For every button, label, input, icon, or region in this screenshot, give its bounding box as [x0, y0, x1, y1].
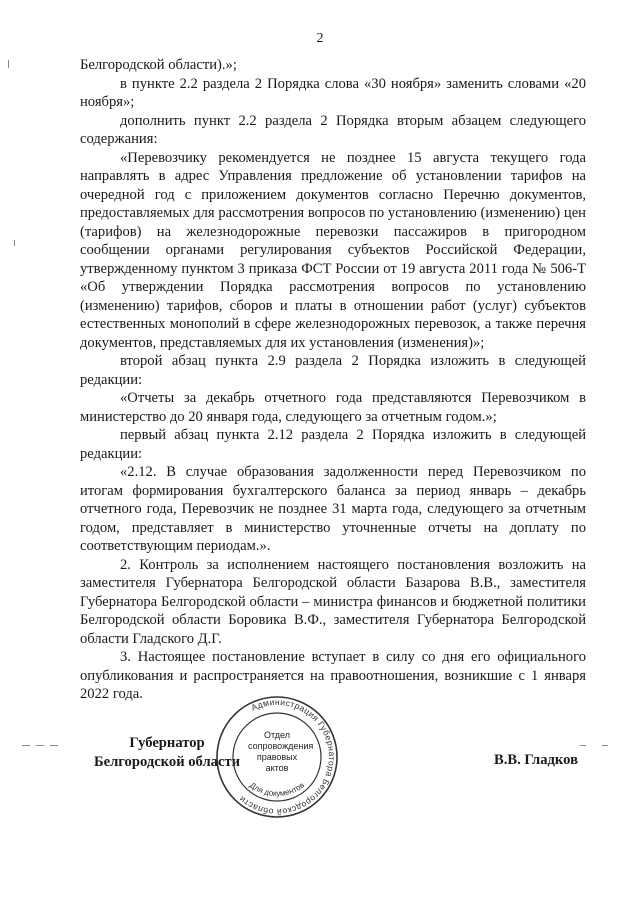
paragraph: «Отчеты за декабрь отчетного года представляются Перевозчиком в министерство до 20 января года, следующего за отчетным годом.»; — [80, 390, 586, 425]
official-stamp — [214, 694, 340, 820]
paragraph: «2.12. В случае образования задолженности перед Перевозчиком по итогам формирования бухгалтерского баланса за период январь – декабрь отчетного года, Перевозчик не позднее 31 марта года, следующего за отчетным годом, представляет в министерство уточненные отчеты на доплату по соответствующим периодам.». — [80, 464, 586, 554]
stamp-center-line: Отдел — [263, 730, 291, 740]
document-body — [80, 56, 586, 704]
paragraph: «Перевозчику рекомендуется не позднее 15 августа текущего года направлять в адрес Управления предложение об установлении тарифов на очередной год с приложением документов согласно Перечню документов, предоставляемых для рассмотрения вопросов по установлению (изменению) цен (тарифов) на железнодорожные перевозки пассажиров в пригородном сообщении органами регулирования субъектов Российской Федерации, утвержденному пунктом 3 приказа ФСТ России от 19 августа 2011 года № 506-Т «Об утверждении Порядка рассмотрения вопросов по установлению (изменению) тарифов, сборов и платы в отношении работ (услуг) субъектов естественных монополий в сфере железнодорожных перевозок, а также перечня документов, представляемых для их установления (изменения)»; — [80, 149, 586, 351]
paragraph: первый абзац пункта 2.12 раздела 2 Порядка изложить в следующей редакции: — [80, 427, 586, 462]
paragraph: Белгородской области).»; — [80, 57, 237, 73]
scan-mark — [602, 745, 608, 746]
scan-mark — [580, 745, 586, 746]
stamp-center — [248, 730, 314, 774]
scan-mark — [50, 745, 58, 746]
paragraph: 3. Настоящее постановление вступает в силу со дня его официального опубликования и распространяется на правоотношения, возникшие с 1 января 2022 года. — [80, 649, 586, 702]
paragraph: второй абзац пункта 2.9 раздела 2 Порядка изложить в следующей редакции: — [80, 353, 586, 388]
page-number: 2 — [316, 31, 324, 46]
scan-mark — [36, 745, 44, 746]
stamp-center-line: актов — [265, 763, 289, 773]
scan-mark — [22, 745, 30, 746]
scan-mark — [8, 60, 9, 68]
stamp-center-line: правовых — [256, 752, 298, 762]
stamp-ring-text: Администрация Губернатора Белгородской области — [236, 696, 338, 818]
paragraph: в пункте 2.2 раздела 2 Порядка слова «30 ноября» заменить словами «20 ноября»; — [80, 75, 586, 110]
stamp-bottom-text: Для документов — [247, 780, 307, 799]
signature-title-line: Белгородской области — [93, 754, 241, 770]
stamp-center-line: сопровождения — [248, 741, 314, 751]
signature-title-line: Губернатор — [129, 735, 205, 751]
signature-name: В.В. Гладков — [494, 752, 578, 768]
paragraph: 2. Контроль за исполнением настоящего постановления возложить на заместителя Губернатора Белгородской области Базарова В.В., заместителя Губернатора Белгородской области – министра финансов и бюджетной политики Белгородской области Боровика В.Ф., заместителя Губернатора Белгородской области Гладского Д.Г. — [80, 556, 586, 647]
paragraph: дополнить пункт 2.2 раздела 2 Порядка вторым абзацем следующего содержания: — [80, 112, 586, 147]
scan-mark — [14, 240, 15, 246]
